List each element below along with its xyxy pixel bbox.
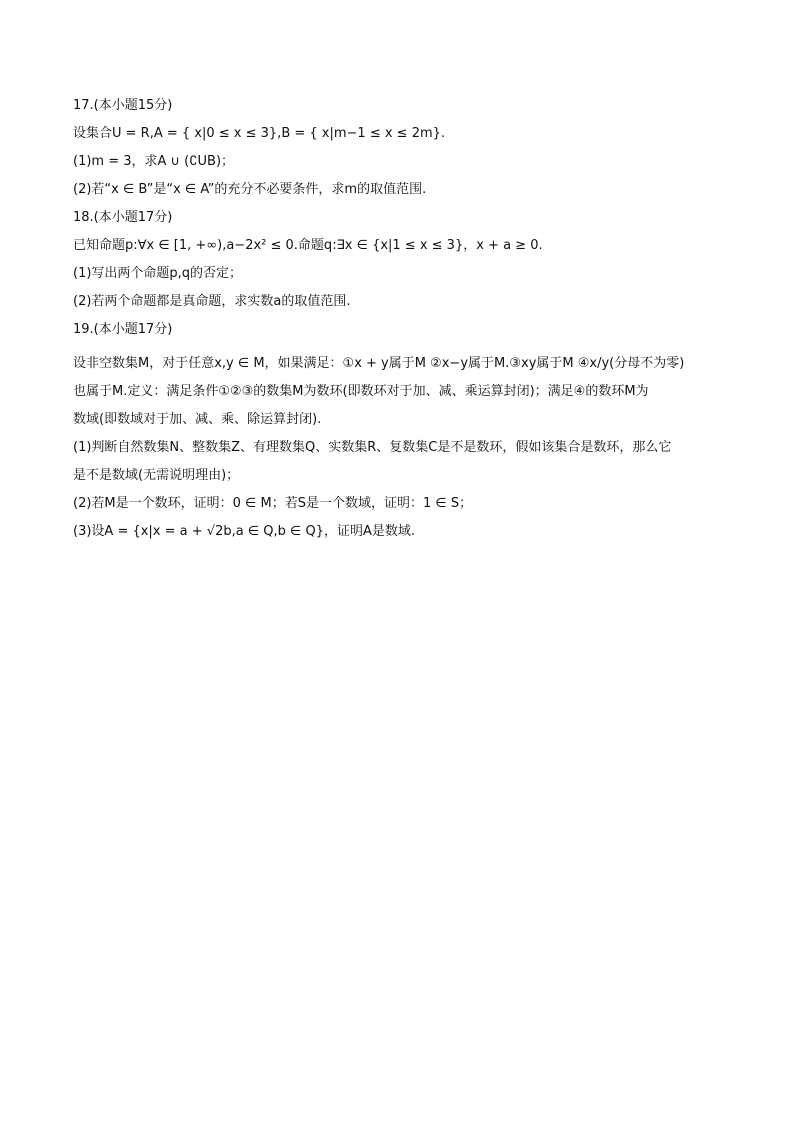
q17-part2: (2)若“x ∈ B”是“x ∈ A”的充分不必要条件，求m的取值范围. [73,182,427,197]
q18-stem: 已知命题p:∀x ∈ [1, +∞),a−2x² ≤ 0.命题q:∃x ∈ {x|1 ≤ x ≤ 3}，x + a ≥ 0. [73,238,543,253]
q19-header: 19.(本小题17分) [73,322,173,337]
q18-part1: (1)写出两个命题p,q的否定； [73,266,243,281]
q18-header: 18.(本小题17分) [73,210,173,225]
q19-part2: (2)若M是一个数环，证明：0 ∈ M；若S是一个数域，证明：1 ∈ S； [73,496,473,511]
q19-part3: (3)设A = {x|x = a + √2b,a ∈ Q,b ∈ Q}，证明A是数域. [73,524,416,539]
q17-stem: 设集合U = R,A = { x|0 ≤ x ≤ 3},B = { x|m−1 ≤ x ≤ 2m}. [73,126,446,141]
q18-part2: (2)若两个命题都是真命题，求实数a的取值范围. [73,294,351,309]
q19-part1-line1: (1)判断自然数集N、整数集Z、有理数集Q、实数集R、复数集C是不是数环，假如该集合是数环，那么它 [73,440,672,455]
exam-page [73,98,733,540]
q19-stem-line1: 设非空数集M，对于任意x,y ∈ M，如果满足：①x + y属于M ②x−y属于M.③xy属于M ④x/y(分母不为零) [73,356,685,371]
q19-stem-line2: 也属于M.定义：满足条件①②③的数集M为数环(即数环对于加、减、乘运算封闭)；满足④的数环M为 [73,384,649,399]
q17-part1: (1)m = 3，求A ∪ (∁UB)； [73,154,235,169]
q19-stem-line3: 数域(即数域对于加、减、乘、除运算封闭). [73,412,322,427]
q17-header: 17.(本小题15分) [73,98,173,113]
q19-part1-line2: 是不是数域(无需说明理由)； [73,468,240,483]
